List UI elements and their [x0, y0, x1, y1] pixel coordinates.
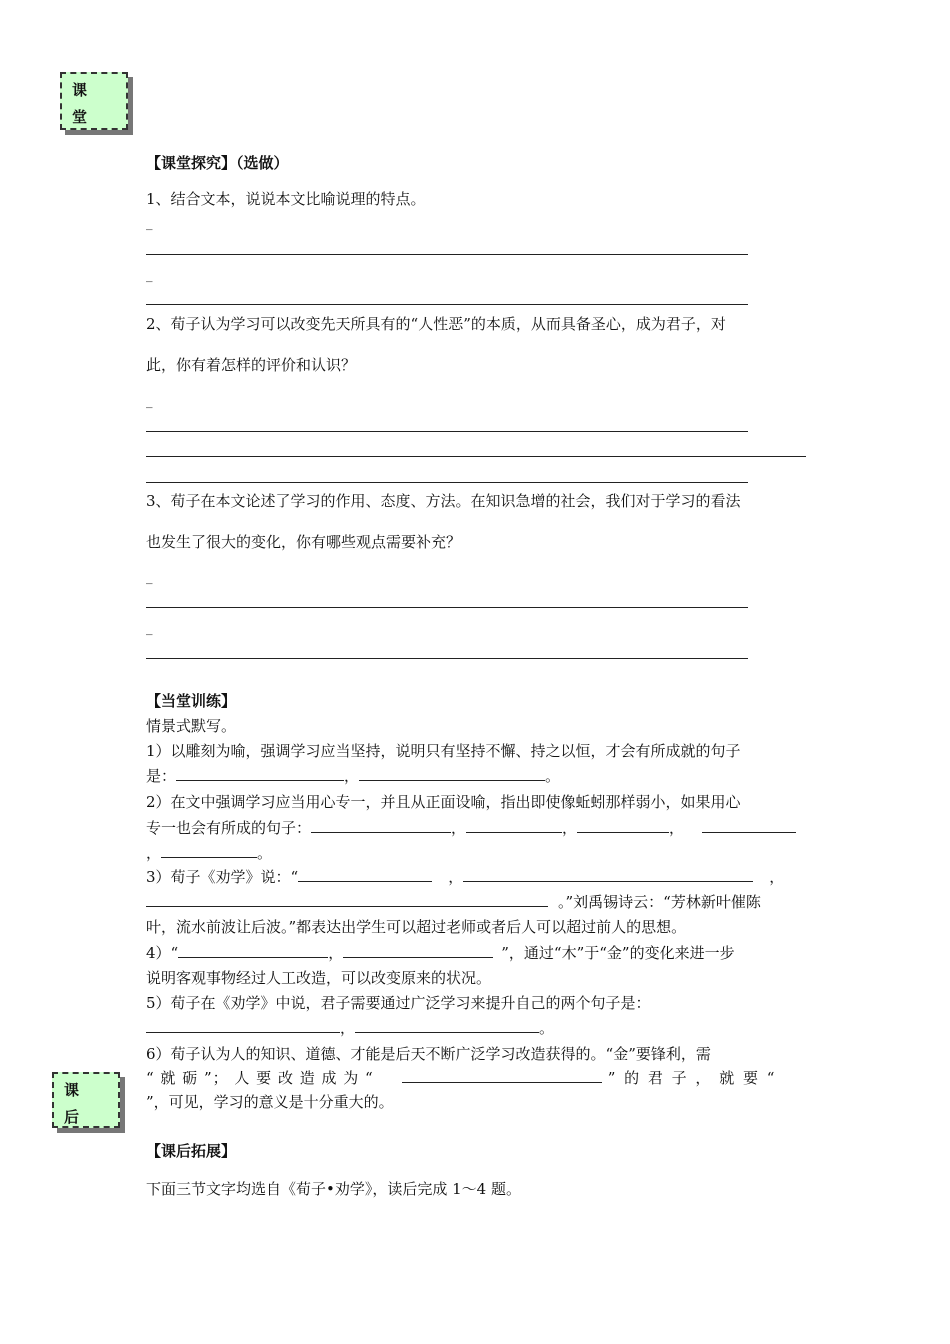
- side-label-char: 课: [64, 1081, 80, 1099]
- section-title-inquiry: 【课堂探究】（选做）: [146, 154, 289, 172]
- fill-blank[interactable]: [402, 1068, 602, 1083]
- fill-blank[interactable]: [161, 843, 257, 858]
- fill-blank[interactable]: [146, 892, 548, 907]
- item-1-prefix: 是：: [146, 767, 177, 785]
- item-3-line1: [146, 866, 784, 887]
- fill-blank[interactable]: [463, 867, 753, 882]
- item-1-line2: [146, 765, 560, 786]
- answer-line[interactable]: [146, 456, 806, 457]
- question-1: 1、结合文本，说说本文比喻说理的特点。: [146, 190, 426, 208]
- punct-comma: ，: [146, 844, 162, 862]
- punct-comma: ，: [669, 819, 685, 837]
- side-label-char: 堂: [72, 108, 88, 126]
- item-5-line2: [146, 1017, 554, 1038]
- item-2-line2: [146, 817, 796, 838]
- fill-blank[interactable]: [355, 1018, 539, 1033]
- answer-dash: _: [146, 268, 153, 283]
- item-2-line1: 2）在文中强调学习应当用心专一，并且从正面设喻，指出即使像蚯蚓那样弱小，如果用心: [146, 793, 741, 811]
- punct-comma: ，: [328, 944, 344, 962]
- item-3-tail: 。”刘禹锡诗云：“芳林新叶催陈: [558, 893, 761, 911]
- answer-line[interactable]: [146, 254, 748, 255]
- fill-blank[interactable]: [359, 766, 545, 781]
- item-6-part-a: “ 就 砺 ”； 人 要 改 造 成 为 “: [146, 1069, 374, 1087]
- fill-blank[interactable]: [298, 867, 432, 882]
- punct-period: 。: [539, 1019, 555, 1037]
- item-6-line1: 6）荀子认为人的知识、道德、才能是后天不断广泛学习改造获得的。“金”要锋利，需: [146, 1045, 711, 1063]
- answer-dash: _: [146, 394, 153, 409]
- side-label-char: 课: [72, 81, 88, 99]
- punct-comma: ，: [344, 767, 360, 785]
- item-3-line3: 叶，流水前波让后波。”都表达出学生可以超过老师或者后人可以超过前人的思想。: [146, 918, 687, 936]
- answer-line[interactable]: [146, 607, 748, 608]
- item-6-line3: ”，可见，学习的意义是十分重大的。: [146, 1093, 394, 1111]
- item-4-tail: ”，通过“木”于“金”的变化来进一步: [501, 944, 735, 962]
- answer-dash: _: [146, 570, 153, 585]
- question-3-line1: 3、荀子在本文论述了学习的作用、态度、方法。在知识急增的社会，我们对于学习的看法: [146, 492, 741, 510]
- answer-dash: _: [146, 216, 153, 231]
- fill-blank[interactable]: [466, 818, 562, 833]
- side-label-char: 后: [64, 1108, 80, 1126]
- punct-comma: ，: [448, 868, 464, 886]
- item-2-prefix: 专一也会有所成的句子：: [146, 819, 312, 837]
- item-1-line1: 1）以雕刻为喻，强调学习应当坚持，说明只有坚持不懈、持之以恒，才会有所成就的句子: [146, 742, 741, 760]
- extension-intro: 下面三节文字均选自《荀子•劝学》，读后完成 1～4 题。: [146, 1180, 521, 1198]
- answer-dash: _: [146, 621, 153, 636]
- side-label-after-class: [52, 1072, 120, 1128]
- item-6-line2: [146, 1067, 806, 1088]
- item-5-line1: 5）荀子在《劝学》中说，君子需要通过广泛学习来提升自己的两个句子是：: [146, 994, 651, 1012]
- answer-line[interactable]: [146, 482, 748, 483]
- section-title-practice: 【当堂训练】: [146, 692, 237, 710]
- fill-blank[interactable]: [311, 818, 451, 833]
- item-4-line1: [146, 942, 735, 963]
- item-2-line3: [146, 842, 272, 863]
- question-2-line2: 此，你有着怎样的评价和认识？: [146, 356, 357, 374]
- punct-comma: ，: [340, 1019, 356, 1037]
- item-4-line2: 说明客观事物经过人工改造，可以改变原来的状况。: [146, 969, 492, 987]
- side-label-classroom: [60, 72, 128, 130]
- punct-comma: ，: [562, 819, 578, 837]
- question-3-line2: 也发生了很大的变化，你有哪些观点需要补充？: [146, 533, 462, 551]
- punct-period: 。: [257, 844, 273, 862]
- item-6-part-b: ” 的 君 子 ， 就 要 “: [607, 1069, 777, 1087]
- fill-blank[interactable]: [343, 943, 493, 958]
- section-title-extension: 【课后拓展】: [146, 1142, 237, 1160]
- punct-period: 。: [545, 767, 561, 785]
- fill-blank[interactable]: [176, 766, 344, 781]
- punct-comma: ，: [451, 819, 467, 837]
- answer-line[interactable]: [146, 431, 748, 432]
- practice-intro: 情景式默写。: [146, 717, 237, 735]
- fill-blank[interactable]: [702, 818, 796, 833]
- item-3-prefix: 3）荀子《劝学》说：“: [146, 868, 299, 886]
- item-4-prefix: 4）“: [146, 944, 179, 962]
- fill-blank[interactable]: [178, 943, 328, 958]
- answer-line[interactable]: [146, 658, 748, 659]
- question-2-line1: 2、荀子认为学习可以改变先天所具有的“人性恶”的本质，从而具备圣心，成为君子，对: [146, 315, 726, 333]
- fill-blank[interactable]: [146, 1018, 340, 1033]
- item-3-line2: [146, 891, 761, 912]
- fill-blank[interactable]: [577, 818, 669, 833]
- answer-line[interactable]: [146, 304, 748, 305]
- punct-comma: ，: [769, 868, 785, 886]
